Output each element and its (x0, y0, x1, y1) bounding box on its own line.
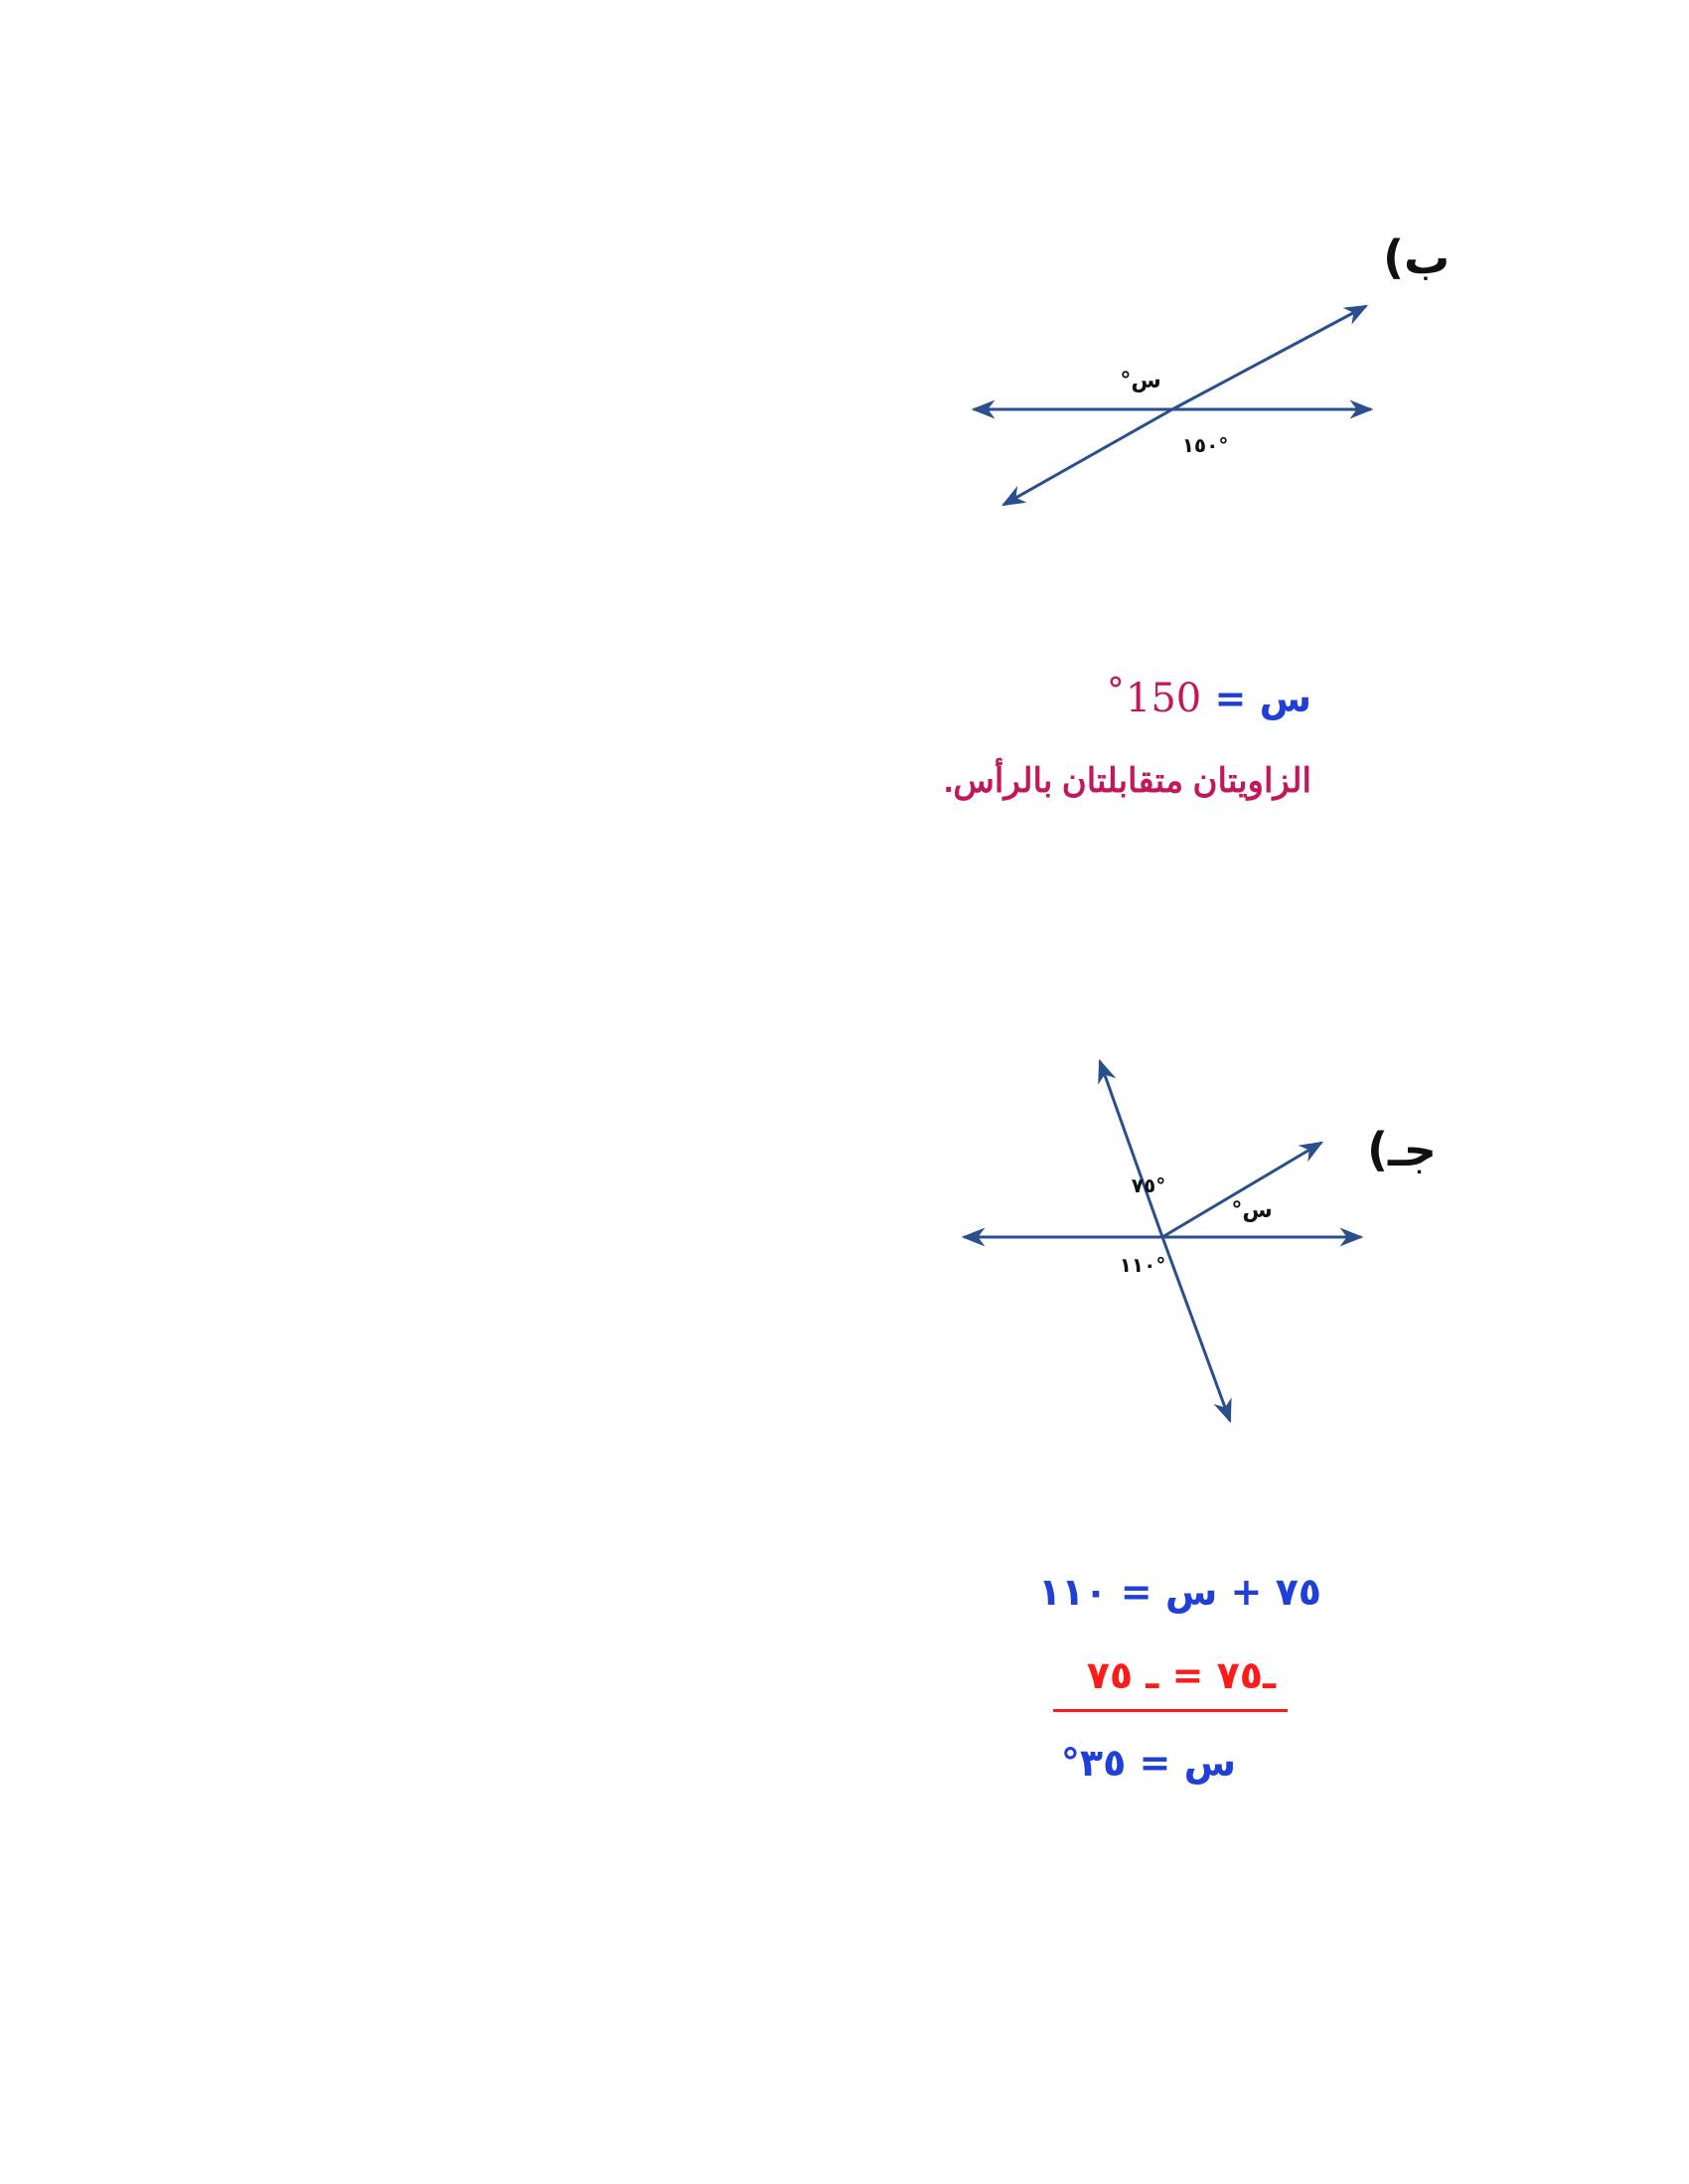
part-j-label: جـ) (1367, 1123, 1437, 1176)
equation-line-2: ـ٧٥ = ـ ٧٥ (1086, 1653, 1276, 1697)
angle-x-label-j: س° (1231, 1198, 1273, 1223)
figure-j-diagram (954, 1043, 1371, 1441)
figure-b-diagram (964, 288, 1381, 537)
answer-b-var: س (1259, 677, 1311, 720)
answer-b-value: 150˚ (1105, 676, 1202, 721)
answer-b-equation (1106, 676, 1311, 721)
transversal-line-b (1172, 306, 1366, 409)
answer-b-equals: = (1214, 677, 1247, 720)
angle-150-label-b: °١٥٠ (1181, 433, 1229, 457)
subtraction-rule (1053, 1709, 1288, 1712)
equation-line-1: ٧٥ + س = ١١٠ (1037, 1570, 1321, 1614)
equation-line-3: س = ٣٥° (1060, 1741, 1236, 1785)
angle-110-label-j: °١١٠ (1119, 1253, 1166, 1277)
angle-75-label-j: °٧٥ (1131, 1173, 1166, 1197)
part-b-label: ب) (1383, 231, 1451, 284)
transversal-line-j (1100, 1061, 1162, 1237)
answer-b-reason: الزاويتان متقابلتان بالرأس. (943, 762, 1311, 800)
angle-x-label-b: س° (1120, 369, 1161, 393)
